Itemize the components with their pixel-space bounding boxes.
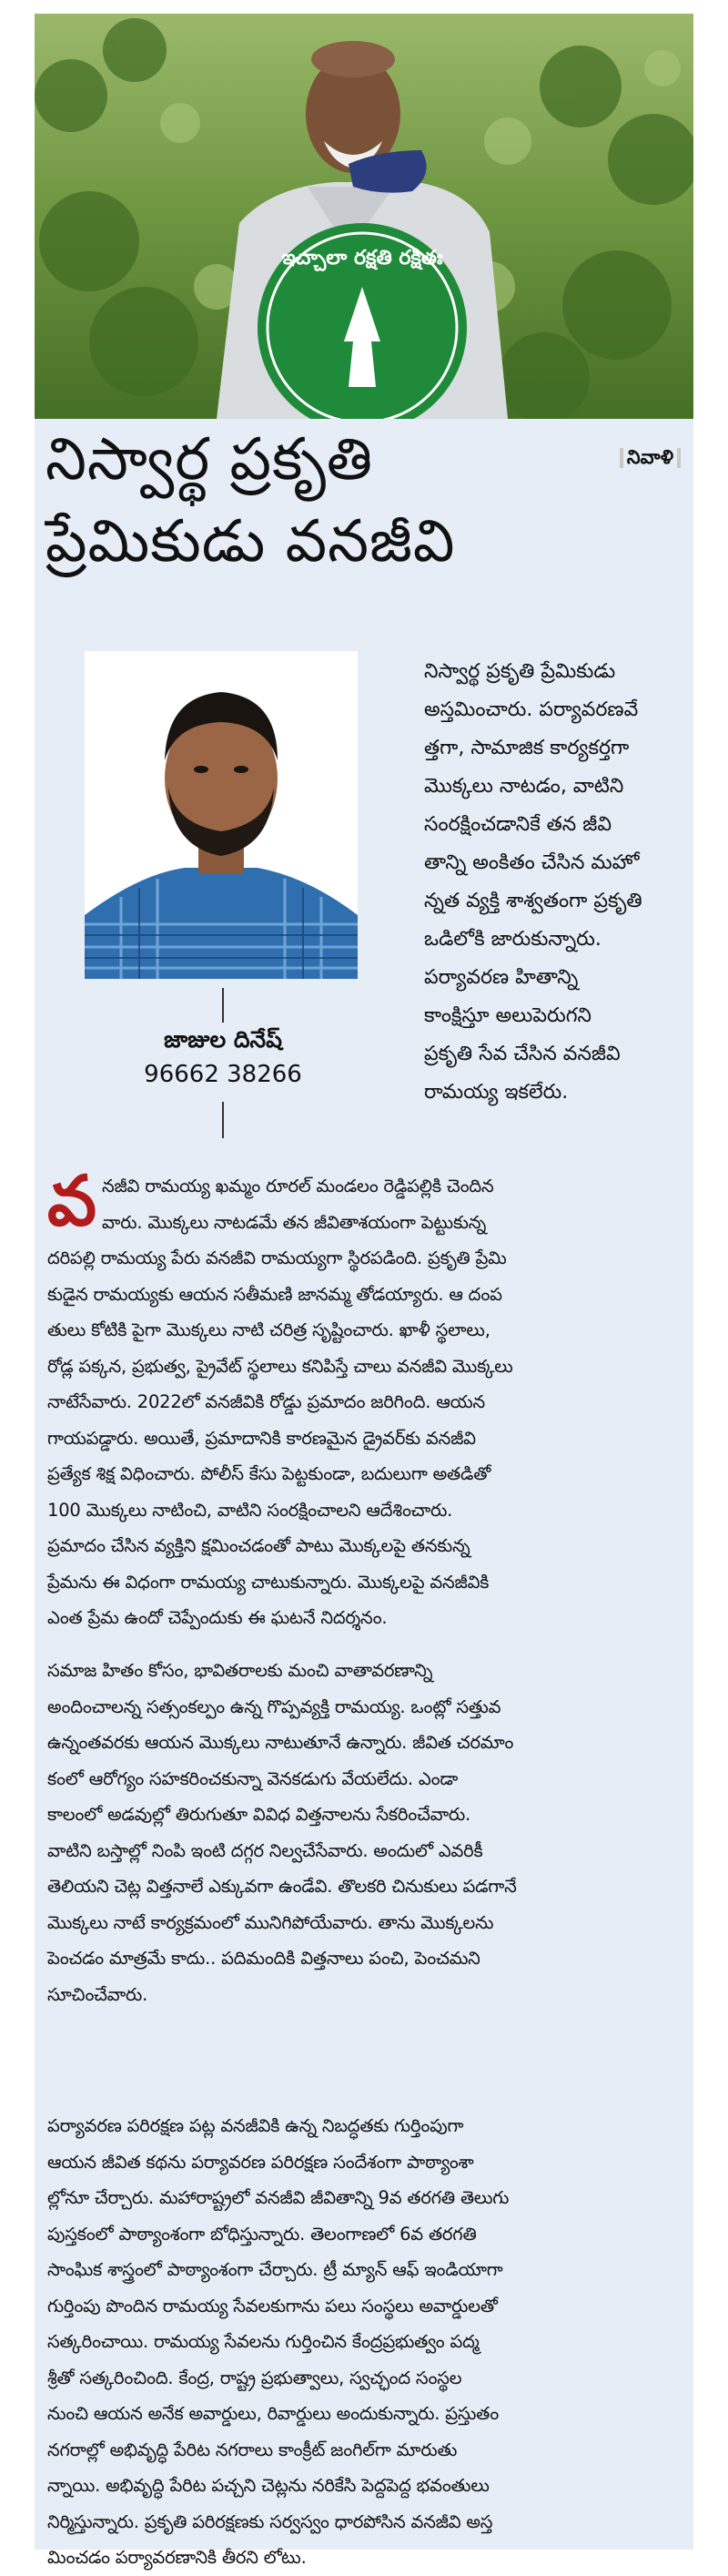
intro-text	[424, 653, 688, 1112]
body-line: నాటేసేవారు. 2022లో వనజీవికి రోడ్డు ప్రమాదం జరిగింది. ఆయన	[47, 1391, 486, 1412]
body-line: కాలంలో అడవుల్లో తిరుగుతూ వివిధ విత్తనాలను సేకరించేవారు.	[47, 1804, 471, 1825]
body-line: రోడ్ల పక్కన, ప్రభుత్వ, ప్రైవేట్ స్థలాలు కనిపిస్తే చాలు వనజీవి మొక్కలు	[47, 1355, 513, 1377]
intro-line: అస్తమించారు. పర్యావరణవే	[424, 698, 639, 721]
tag-bar-left	[620, 448, 623, 468]
body-line: వారు. మొక్కలు నాటడమే తన జీవితాశయంగా పెట్టుకున్న	[102, 1211, 486, 1233]
intro-line: కాంక్షిస్తూ అలుపెరుగని	[424, 1004, 592, 1027]
body-line: కంలో ఆరోగ్యం సహకరించకున్నా వెనకడుగు వేయలేదు. ఎండా	[47, 1767, 459, 1789]
body-line: సూచించేవారు.	[47, 1983, 148, 2005]
sign-slogan: ఇచ్చాలా రక్షతి రక్షితః	[281, 247, 443, 270]
body-line: నగరాల్లో అభివృద్ధి పేరిట నగరాలు కాంక్రీట్ జంగిల్‌గా మారుతు	[47, 2439, 458, 2460]
body-line: ప్రత్యేక శిక్ష విధించారు. పోలీస్ కేసు పెట్టకుండా, బదులుగా అతడితో	[47, 1463, 491, 1484]
body-line: మించడం పర్యావరణానికి తీరని లోటు.	[47, 2547, 307, 2568]
body-line: ప్రేమను ఈ విధంగా రామయ్య చాటుకున్నారు. మొక్కలపై వనజీవికి	[47, 1571, 490, 1593]
body-line: 100 మొక్కలు నాటించి, వాటిని సంరక్షించాలని ఆదేశించారు.	[47, 1499, 453, 1521]
headline	[35, 419, 693, 596]
intro-line: ప్రకృతి సేవ చేసిన వనజీవి	[424, 1043, 621, 1065]
tag-bar-right	[677, 448, 681, 468]
intro-line: ఒడిలోకి జారుకున్నారు.	[424, 928, 602, 951]
section-tag	[616, 446, 684, 473]
author-portrait-illustration	[85, 651, 358, 979]
headline-line-2: ప్రేమికుడు వనజీవి	[46, 508, 456, 575]
intro-line: సంరక్షించడానికే తన జీవి	[424, 813, 612, 836]
body-line: అందించాలన్న సత్సంకల్పం ఉన్న గొప్పవ్యక్తి రామయ్య. ఒంట్లో సత్తువ	[47, 1695, 501, 1717]
author-divider-bottom	[222, 1102, 224, 1138]
intro-line: మొక్కలు నాటడం, వాటిని	[424, 775, 624, 798]
body-line: గాయపడ్డారు. అయితే, ప్రమాదానికి కారణమైన డ్రైవర్‌కు వనజీవి	[47, 1427, 476, 1449]
body-line: ఎంత ప్రేమ ఉందో చెప్పేందుకు ఈ ఘటనే నిదర్శనం.	[47, 1607, 388, 1628]
body-line: గుర్తింపు పొందిన రామయ్య సేవలకుగాను పలు సంస్థలు అవార్డులతో	[47, 2295, 498, 2316]
body-line: పుస్తకంలో పాఠ్యాంశంగా బోధిస్తున్నారు. తెలంగాణలో 6వ తరగతి	[47, 2223, 477, 2245]
author-divider-top	[222, 988, 224, 1023]
intro-line: తాన్ని అంకితం చేసిన మహో	[424, 851, 640, 874]
body-line: తెలియని చెట్ల విత్తనాలే ఎక్కువగా ఉండేవి. తొలకరి చినుకులు పడగానే	[47, 1876, 517, 1897]
hero-photo-illustration	[35, 14, 693, 419]
body-paragraph-1	[47, 1168, 684, 1636]
body-line: న్నాయి. అభివృద్ధి పేరిట పచ్చని చెట్లను నరికేసి పెద్దపెద్ద భవంతులు	[47, 2475, 490, 2496]
intro-line: న్నత వ్యక్తి శాశ్వతంగా ప్రకృతి	[424, 890, 642, 912]
body-paragraph-2	[47, 1653, 684, 2012]
body-line: నజీవి రామయ్య ఖమ్మం రూరల్ మండలం రెడ్డిపల్లికి చెందిన	[102, 1176, 494, 1196]
body-line: కుడైన రామయ్యకు ఆయన సతీమణి జానమ్మ తోడయ్యారు. ఆ దంప	[47, 1283, 502, 1305]
section-tag-label: నివాళి	[626, 446, 673, 468]
hero-photo	[35, 14, 693, 419]
body-line: వాటిని బస్తాల్లో నింపి ఇంటి దగ్గర నిల్వచేసేవారు. అందులో ఎవరికీ	[47, 1839, 483, 1861]
body-line: ప్రమాదం చేసిన వ్యక్తిని క్షమించడంతో పాటు మొక్కలపై తనకున్న	[47, 1535, 470, 1556]
author-portrait	[85, 651, 358, 979]
body-line: ల్లోనూ చేర్చారు. మహారాష్ట్రలో వనజీవి జీవితాన్ని 9వ తరగతి తెలుగు	[47, 2187, 510, 2208]
body-line: సాంఘిక శాస్త్రంలో పాఠ్యాంశంగా చేర్చారు. ట్రీ మ్యాన్ ఆఫ్ ఇండియాగా	[47, 2259, 503, 2280]
body-line: దరిపల్లి రామయ్య పేరు వనజీవి రామయ్యగా స్థిరపడింది. ప్రకృతి ప్రేమి	[47, 1247, 507, 1268]
body-line: సమాజ హితం కోసం, భావితరాలకు మంచి వాతావరణాన్ని	[47, 1660, 433, 1681]
intro-line: పర్యావరణ హితాన్ని	[424, 966, 579, 989]
intro-line: రామయ్య ఇకలేరు.	[424, 1081, 569, 1104]
body-line: పర్యావరణ పరిరక్షణ పట్ల వనజీవికి ఉన్న నిబద్ధతకు గుర్తింపుగా	[47, 2115, 464, 2136]
author-phone: 96662 38266	[144, 1061, 302, 1088]
article-column	[35, 14, 693, 2568]
body-line: మొక్కలు నాటే కార్యక్రమంలో మునిగిపోయేవారు. తాను మొక్కలను	[47, 1911, 494, 1933]
body-line: నిర్మిస్తున్నారు. ప్రకృతి పరిరక్షణకు సర్వస్వం ధారపోసిన వనజీవి అస్త	[47, 2510, 493, 2532]
body-line: ఉన్నంతవరకు ఆయన మొక్కలు నాటుతూనే ఉన్నారు. జీవిత చరమాం	[47, 1732, 514, 1753]
body-line: తులు కోటికి పైగా మొక్కలు నాటి చరిత్ర సృష్టించారు. ఖాళీ స్థలాలు,	[47, 1319, 490, 1340]
intro-line: నిస్వార్థ ప్రకృతి ప్రేమికుడు	[424, 660, 616, 683]
intro-line: త్తగా, సామాజిక కార్యకర్తగా	[424, 737, 630, 759]
body-line: నుంచి ఆయన అనేక అవార్డులు, రివార్డులు అందుకున్నారు. ప్రస్తుతం	[47, 2403, 500, 2424]
body-line: ఆయన జీవిత కథను పర్యావరణ పరిరక్షణ సందేశంగా పాఠ్యాంశా	[47, 2151, 474, 2173]
headline-line-1: నిస్వార్థ ప్రకృతి	[46, 426, 374, 494]
body-line: పెంచడం మాత్రమే కాదు.. పదిమందికి విత్తనాలు పంచి, పెంచమని	[47, 1948, 480, 1969]
drop-cap: వ	[47, 1160, 97, 1241]
body-line: సత్కరించాయి. రామయ్య సేవలను గుర్తించిన కేంద్రప్రభుత్వం పద్మ	[47, 2331, 480, 2352]
author-name: జాజుల దినేష్	[164, 1026, 282, 1053]
body-paragraph-3	[47, 2108, 684, 2576]
body-line: శ్రీతో సత్కరించింది. కేంద్ర, రాష్ట్ర ప్రభుత్వాలు, స్వచ్ఛంద సంస్థల	[47, 2367, 462, 2388]
